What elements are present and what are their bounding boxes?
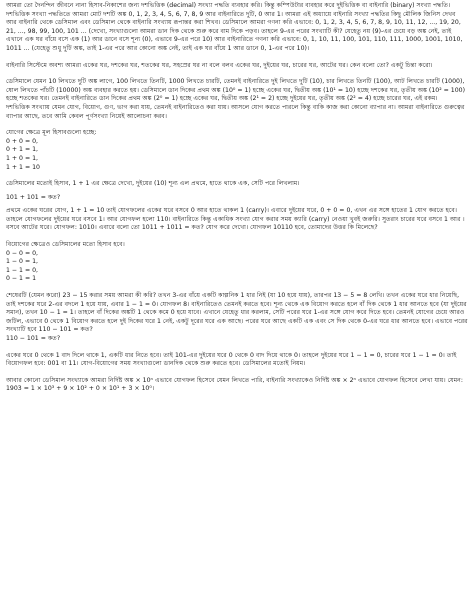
add-rule: 1 + 0 = 1, — [6, 154, 39, 162]
paragraph-intro: আমরা তো দৈনন্দিন জীবনে নানা হিসাব-নিকাশের জন্য দশভিত্তিক (decimal) সংখ্যা পদ্ধতি ব্যবহার করি। কিন্তু কম্পিউটার ব্যবহার করে দুইভিত্তিক বা বাইনারি (binary) সংখ্যা পদ্ধতি। দশভিত্তিক সংখ্যা পদ্ধতিতে আমরা মোট দশটি অঙ্ক 0, 1, 2, 3, 4, 5, 6, 7, 8, 9 আর বাইনারিতে দুটি, 0 আর 1। আমরা এই অধ্যায়ে বাইনারি সংখ্যা পদ্ধতির কিছু মৌলিক জিনিস দেখব আর বাইনারি থেকে ডেসিমাল এবং ডেসিমাল থেকে বাইনারি সংখ্যায় রূপান্তর করা শিখব। ডেসিমালে আমরা গণনা করি এভাবে: 0, 1, 2, 3, 4, 5, 6, 7, 8, 9, 10, 11, 12, ..., 19, 20, 21, ..., 98, 99, 100, 101 ... (দেখো, সংখ্যাগুলো আমরা ডান দিক থেকে শুরু করে বাম দিকে পড়ব। তাহলে 9-এর পরের সংখ্যাটি কী? যেহেতু নয় (9)-এর চেয়ে বড় অঙ্ক নেই, তাই এখানে এক ঘর বাঁয়ে বসে এক (1) আর ডানে বসে শূন্য (0), এভাবে 9-এর পরে 10) আর বাইনারিতে গণনা করি এভাবে: 0, 1, 10, 11, 100, 101, 110, 111, 1000, 1001, 1010, 1011 ... (যেহেতু শুধু দুটি অঙ্ক, তাই 1-এর পরে আর কোনো অঙ্ক নেই, তাই এক ঘর বাঁয়ে 1 আর ডানে 0, 1-এর পরে 10)। — [6, 2, 463, 52]
paragraph-add-intro: যোগের ক্ষেত্রে মূল হিসাবগুলো হচ্ছে: — [6, 129, 97, 137]
paragraph-sub-borrow: শেষেরটি (যেমন করো) 23 − 15 করার সময় আমরা কী করি? তখন 3-এর বাঁয়ে একটি কাল্পনিক 1 ধার নিই (যা 10 হয়ে যায়), তারপর 13 − 5 = 8 লেখি। তখন একের ঘরে ধার নিয়েছি, তাই দশকের ঘরে 2-এর বদলে 1 হয়ে যায়, এবার 1 − 1 = 0। যোগফল 8। বাইনারিতেও তেমনই করতে হবে। শূন্য থেকে এক বিয়োগ করতে হলে বাঁ দিক থেকে 1 ধার আনতে হবে (যা দুইয়ের সমান), তখন 10 − 1 = 1। তাহলে বাঁ দিকের অঙ্কটি 1 থেকে কমে 0 হয়ে যাবে। এখানে যেহেতু ধার করলাম, সেটি পরের ঘরে 1-এর সঙ্গে যোগ করে দিতে হবে। তেমনই যোগের চেয়ে আরও জটিল, এভাবে 0 থেকে 1 বিয়োগ করতে হলে দুই দিকের ঘরে 1 নেই, একটু দূরের ঘরে এক আছে। পরের ঘরে আছে একটি এক এবং সে দিক থেকে 0-এর ঘরে ধার আনতে হবে। এভাবে পরের সংখ্যাটি হবে 110 − 101 = কত? — [6, 292, 468, 334]
sub-rule: 1 − 1 = 0, — [6, 266, 39, 274]
add-rule: 0 + 1 = 1, — [6, 146, 39, 154]
sub-rule: 0 − 1 = 1 — [6, 275, 37, 283]
sub-rule: 1 − 0 = 1, — [6, 258, 39, 266]
addition-rules — [6, 138, 468, 172]
paragraph-arithmetic: দশভিত্তিক সংখ্যায় যেমন যোগ, বিয়োগ, গুণ, ভাগ করা যায়, তেমনই বাইনারিতেও করা যায়। আসলে যোগ করতে পারলে কিন্তু বাকি কাজ করা কোনো ব্যাপার না। আমরা বাইনারিতে গুরুত্বের ব্যাপার আছে, তবে আমি কেবল পূর্ণসংখ্যা নিয়েই আলোচনা করব। — [6, 103, 465, 120]
add-rule: 1 + 1 = 10 — [6, 163, 40, 171]
sub-example: 110 − 101 = কত? — [6, 335, 61, 342]
paragraph-sub-walkthrough: একের ঘরে 0 থেকে 1 বাদ দিলে থাকে 1, একটি ধার নিতে হবে। তাই 101-এর দুইয়ের ঘরে 0 থেকে 0 বাদ দিয়ে থাকে 0। তাহলে দুইয়ের ঘরে 1 − 1 = 0, চারের ঘরে 1 − 1 = 0। তাই বিয়োগফল হবে: 001 বা 11। যোগ-বিয়োগের সময় সংখ্যাগুলো ডানদিক থেকে শুরু করতে হবে। ডেসিমালের মতোই নিয়ম। — [6, 351, 457, 368]
paragraph-powers-of-two: ডেসিমালে যেমন 10 লিখতে দুটি অঙ্ক লাগে, 100 লিখতে তিনটি, 1000 লিখতে চারটি, তেমনই বাইনারিতে দুই লিখতে দুটি (10), চার লিখতে তিনটি (100), আট লিখতে চারটি (1000), ষোল লিখতে পাঁচটি (10000) অঙ্ক ব্যবহার করতে হয়। ডেসিমালে ডান দিকের প্রথম অঙ্ক (10⁰ = 1) হচ্ছে একের ঘর, দ্বিতীয় অঙ্ক (10¹ = 10) হচ্ছে দশকের ঘর, তৃতীয় অঙ্ক (10² = 100) হচ্ছে শতকের ঘর। তেমনই বাইনারিতে ডান দিকের প্রথম অঙ্ক (2⁰ = 1) হচ্ছে একের ঘর, দ্বিতীয় অঙ্ক (2¹ = 2) হচ্ছে দুইয়ের ঘর, তৃতীয় অঙ্ক (2² = 4) হচ্ছে চারের ঘর, এই রকম। — [6, 78, 466, 103]
sub-rule: 0 − 0 = 0, — [6, 249, 39, 257]
paragraph-sub-intro: বিয়োগের ক্ষেত্রেও ডেসিমালের মতো হিসাব হবে। — [6, 241, 125, 249]
paragraph-add-walkthrough: প্রথমে একের ঘরের যোগ, 1 + 1 = 10 তাই যোগফলের একের ঘরে বসবে 0 আর হাতে থাকল 1 (carry)। এবারে দুইয়ের ঘরে, 0 + 0 = 0, এখন এর সঙ্গে হাতের 1 যোগ করতে হবে। তাহলে যোগফলের দুইয়ের ঘরে বসবে 1। আর যোগফল হলো 110। বাইনারিতে কিন্তু একাধিক সংখ্যা যোগ করার সময় ক্যারি (carry) নেওয়া খুবই জরুরি। সুতরাং চারের ঘরে বসবে 1 আর । বসবে আটের ঘরে। যোগফল: 1010। এবারে বলো তো 1011 + 1011 = কত? যোগ করে দেখো। যোগফল 10110 হবে, তোমাদের উত্তর কি মিলেছে? — [6, 207, 465, 232]
paragraph-expansion: আবার কোনো ডেসিমাল সংখ্যাকে আমরা নির্দিষ্ট অঙ্ক × 10ⁿ এভাবে যোগফল হিসেবে যেমন লিখতে পারি, বাইনারি সংখ্যাকেও নির্দিষ্ট অঙ্ক × 2ⁿ এভাবে যোগফল হিসেবে লেখা যায়। যেমন: 1903 = 1 × 10³ + 9 × 10² + 0 × 10¹ + 3 × 10⁰। — [6, 376, 463, 393]
paragraph-place-values: বাইনারি সিস্টেমে অবশ্য আমরা একের ঘর, দশকের ঘর, শতকের ঘর, সহস্রের ঘর না বলে বলব একের ঘর, দুইয়ের ঘর, চারের ঘর, আটের ঘর। কেন বলো তো? একটু চিন্তা করো। — [6, 61, 433, 69]
subtraction-rules — [6, 250, 468, 284]
add-rule: 0 + 0 = 0, — [6, 137, 39, 145]
add-example: 101 + 101 = কত? — [6, 193, 61, 201]
paragraph-add-explain: ডেসিমালের মতোই হিসাব, 1 + 1 এর ক্ষেত্রে দেখো, দুইয়ের (10) শূন্য এল প্রথমে, হাতে থাকে এক, সেটি পরে লিখলাম। — [6, 180, 300, 188]
